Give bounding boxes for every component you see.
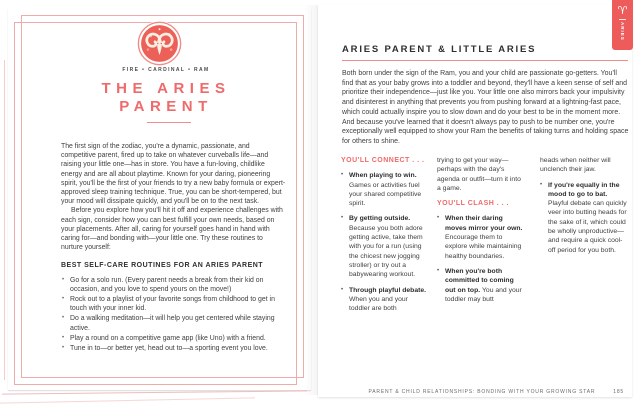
- bullet-item: • When playing to win. Games or activities fuel your shared competitive spirit.: [341, 171, 430, 208]
- intro-paragraph-2: Before you explore how you'll hit it off and experience challenges with each sign, consider how you can best fulfill your own needs, based on your placements. After all, caring for yourself goes hand in hand with caring for—and bonding with—your little one. Try these routines to nurture yourself:: [61, 207, 283, 252]
- column-section-header: YOU'LL CONNECT . . .: [341, 157, 425, 164]
- bullet-item: • By getting outside. Because you both adore getting active, take them with you for a run (using the chicest new jogging stroller) or try out a babywearing workout.: [341, 214, 430, 279]
- column-section-header: YOU'LL CLASH . . .: [437, 200, 509, 208]
- bullet-item: • When you're both committed to coming out on top. You and your toddler may butt: [437, 267, 526, 304]
- bullet-lead: When playing to win.: [349, 172, 417, 180]
- element-modality-caption: FIRE • CARDINAL • RAM: [122, 67, 210, 73]
- selfcare-item: • Go for a solo run. (Every parent needs a break from their kid on occasion, and you love to spend yours on the move!): [61, 276, 286, 294]
- aries-ram-emblem-icon: [137, 21, 182, 66]
- page-edge-line: [4, 60, 5, 380]
- connect-clash-column-2: [437, 156, 526, 310]
- page-title: [24, 80, 308, 116]
- section-intro-paragraph: Both born under the sign of the Ram, you and your child are passionate go-getters. You'll find that as your baby grows into a toddler and beyond, they'll have a keen sense of self and prioritize their independence—just like you. Your little one also mirrors back your impulsivity and disinterest in anything that prevents you from pushing forward at a lightning-fast pace, which could actually inspire you to slow down and do your best to be in the moment more. And because you've learned that it doesn't always pay to push to be number one, you're exceptionally well equipped to show your Ram the benefits of taking turns and holding space for others to shine.: [342, 70, 629, 145]
- bullet-item: • When their daring moves mirror your own. Encourage them to explore while maintaining healthy boundaries.: [437, 214, 526, 260]
- selfcare-item: • Tune in to—or better yet, head out to—a sporting event you love.: [61, 344, 286, 353]
- intro-paragraph-1: The first sign of the zodiac, you're a dynamic, passionate, and competitive parent, fired up to take on whatever curveballs life—and raising your little one—has in store. You have a fun-loving, childlike energy and are all about playtime. Known for your daring, pioneering spirit, you'll be the first of your friends to try a new baby formula or expert-approved sleep training technique. True, you can be short-tempered, but your mood will dissipate quickly, and you'll be on to the next task.: [61, 143, 286, 206]
- connect-clash-column-1: [341, 156, 430, 319]
- ram-skull-illustration: [137, 21, 182, 66]
- selfcare-item: • Play a round on a competitive game app (like Uno) with a friend.: [61, 334, 286, 343]
- chapter-tab: [612, 0, 633, 50]
- bullet-item: • If you're equally in the mood to go to bat. Playful debate can quickly veer into butting heads for the sake of it, which could be wholly unproductive—and require a quick cool-off period for you both.: [540, 181, 629, 255]
- page-number: 185: [613, 389, 624, 395]
- title-divider: [147, 122, 191, 123]
- tab-divider: [619, 19, 626, 20]
- bullet-lead: By getting outside.: [349, 215, 411, 223]
- left-page-body: [61, 142, 286, 354]
- selfcare-item: • Do a walking meditation—it will help you get centered while staying active.: [61, 314, 286, 332]
- bullet-continuation: heads when neither will unclench their jaw.: [540, 157, 611, 174]
- aries-glyph-icon: ♈: [617, 4, 628, 17]
- page-title-line2: PARENT: [119, 98, 213, 115]
- bullet-lead: When their daring moves mirror your own.: [445, 215, 523, 232]
- bullet-lead: When you're both committed to coming out on top.: [445, 267, 514, 294]
- selfcare-item: • Rock out to a playlist of your favorite songs from childhood to get in touch with your inner kid.: [61, 295, 286, 313]
- section-title-divider: [342, 60, 628, 61]
- selfcare-list: [61, 276, 286, 354]
- page-title-line1: THE ARIES: [101, 80, 231, 97]
- bullet-lead: If you're equally in the mood to go to bat.: [548, 181, 620, 198]
- bullet-lead: Through playful debate.: [349, 286, 427, 294]
- bullet-continuation: trying to get your way—perhaps with the day's agenda or outfit—turn it into a game.: [437, 157, 521, 192]
- page-edge-line: [0, 397, 255, 403]
- page-footer: [340, 389, 624, 395]
- page-edge-line: [2, 390, 307, 394]
- section-title: ARIES PARENT & LITTLE ARIES: [342, 44, 537, 55]
- connect-clash-column-3: [540, 156, 629, 261]
- footer-chapter-text: PARENT & CHILD RELATIONSHIPS: BONDING WITH YOUR GROWING STAR: [368, 389, 596, 395]
- bullet-item: • Through playful debate. When you and your toddler are both: [341, 286, 430, 314]
- tab-label: ARIES: [620, 22, 625, 41]
- selfcare-heading: BEST SELF-CARE ROUTINES FOR AN ARIES PARENT: [61, 262, 264, 270]
